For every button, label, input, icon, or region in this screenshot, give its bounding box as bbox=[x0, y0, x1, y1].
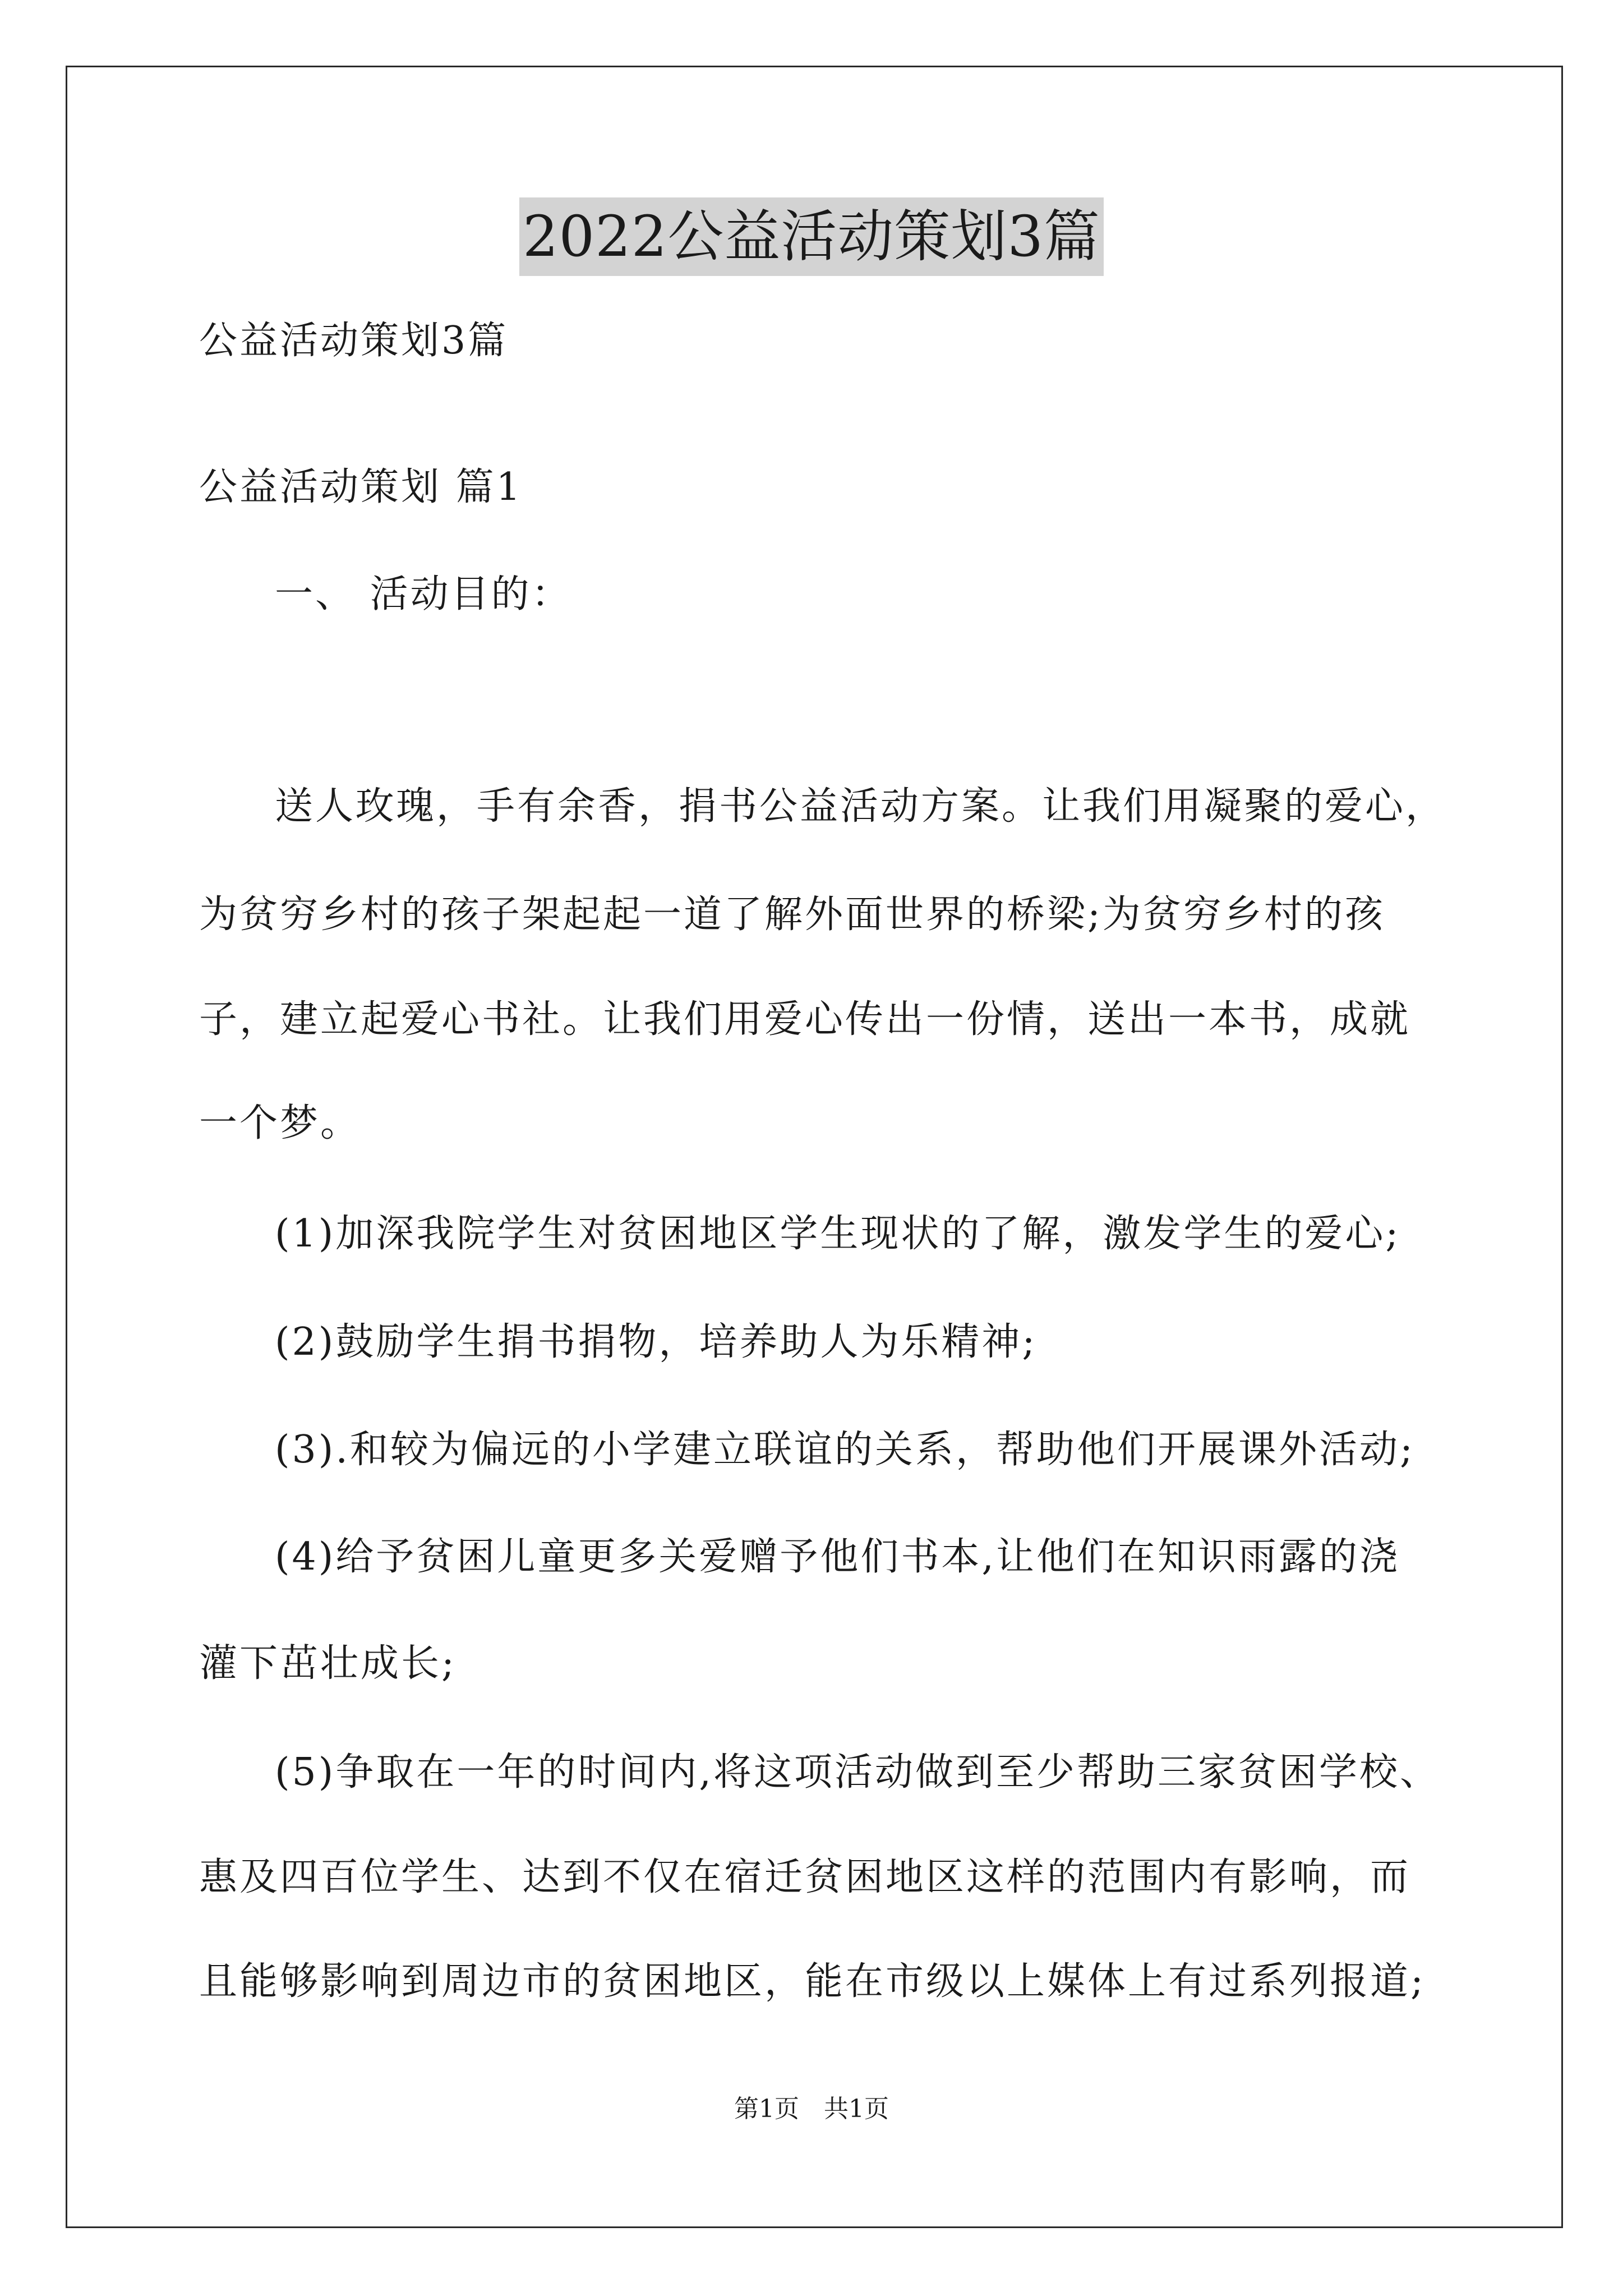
section-heading: 公益活动策划 篇1 bbox=[199, 465, 523, 509]
list-item-continued: 灌下茁壮成长; bbox=[199, 1641, 457, 1686]
document-title: 2022公益活动策划3篇 bbox=[519, 197, 1104, 276]
body-line: 一个梦。 bbox=[199, 1101, 361, 1145]
list-item: (4)给予贫困儿童更多关爱赠予他们书本,让他们在知识雨露的浇 bbox=[275, 1535, 1400, 1579]
title-container bbox=[0, 197, 1623, 276]
subtitle: 公益活动策划3篇 bbox=[199, 319, 509, 363]
heading-purpose: 一、 活动目的： bbox=[275, 572, 572, 616]
list-item: (3).和较为偏远的小学建立联谊的关系，帮助他们开展课外活动; bbox=[275, 1428, 1415, 1472]
body-line: 子，建立起爱心书社。让我们用爱心传出一份情，送出一本书，成就 bbox=[199, 997, 1411, 1042]
list-item: (1)加深我院学生对贫困地区学生现状的了解，激发学生的爱心; bbox=[275, 1212, 1401, 1256]
list-item: (2)鼓励学生捐书捐物，培养助人为乐精神; bbox=[275, 1320, 1038, 1364]
page-border bbox=[66, 66, 1563, 2228]
body-line: 为贫穷乡村的孩子架起起一道了解外面世界的桥梁;为贫穷乡村的孩 bbox=[199, 892, 1385, 937]
list-item-continued: 且能够影响到周边市的贫困地区，能在市级以上媒体上有过系列报道; bbox=[199, 1959, 1426, 2004]
list-item-continued: 惠及四百位学生、达到不仅在宿迁贫困地区这样的范围内有影响，而 bbox=[199, 1855, 1411, 1899]
list-item: (5)争取在一年的时间内,将这项活动做到至少帮助三家贫困学校、 bbox=[275, 1750, 1440, 1795]
body-line: 送人玫瑰，手有余香，捐书公益活动方案。让我们用凝聚的爱心， bbox=[275, 784, 1446, 829]
page-footer: 第1页 共1页 bbox=[734, 2095, 889, 2123]
